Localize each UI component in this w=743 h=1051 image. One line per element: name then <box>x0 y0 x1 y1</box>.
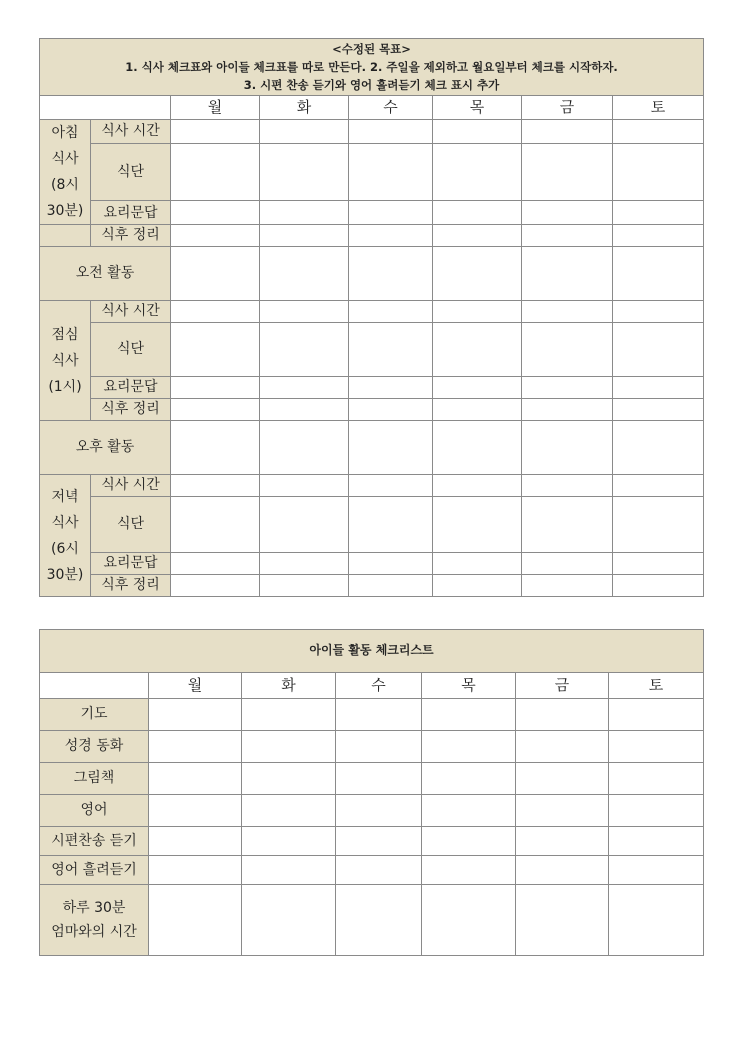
check-cell[interactable] <box>336 763 422 795</box>
row-label-bible-story: 성경 동화 <box>40 731 149 763</box>
day-header-thu: 목 <box>422 673 516 699</box>
check-cell[interactable] <box>260 399 349 421</box>
check-cell[interactable] <box>613 143 704 201</box>
check-cell[interactable] <box>516 795 609 827</box>
check-cell[interactable] <box>422 885 516 956</box>
day-header-sat: 토 <box>613 96 704 120</box>
row-label-menu: 식단 <box>91 143 171 201</box>
day-header-wed: 수 <box>349 96 433 120</box>
check-cell[interactable] <box>433 421 522 475</box>
check-cell[interactable] <box>171 421 260 475</box>
row-label-cleanup: 식후 정리 <box>91 575 171 597</box>
corner-cell <box>40 673 149 699</box>
check-cell[interactable] <box>522 575 613 597</box>
check-cell[interactable] <box>171 201 260 225</box>
check-cell[interactable] <box>349 201 433 225</box>
row-label-cooking-qa: 요리문답 <box>91 553 171 575</box>
check-cell[interactable] <box>609 731 704 763</box>
check-cell[interactable] <box>609 795 704 827</box>
day-header-tue: 화 <box>260 96 349 120</box>
check-cell[interactable] <box>433 301 522 323</box>
check-cell[interactable] <box>260 497 349 553</box>
row-label-meal-time: 식사 시간 <box>91 475 171 497</box>
check-cell[interactable] <box>613 399 704 421</box>
check-cell[interactable] <box>613 301 704 323</box>
check-cell[interactable] <box>433 377 522 399</box>
check-cell[interactable] <box>149 763 242 795</box>
row-label-prayer: 기도 <box>40 699 149 731</box>
check-cell[interactable] <box>613 497 704 553</box>
check-cell[interactable] <box>522 399 613 421</box>
check-cell[interactable] <box>613 575 704 597</box>
row-label-cleanup: 식후 정리 <box>91 399 171 421</box>
check-cell[interactable] <box>171 323 260 377</box>
table-title <box>40 39 704 96</box>
row-label-cooking-qa: 요리문답 <box>91 377 171 399</box>
row-label-cleanup: 식후 정리 <box>91 225 171 247</box>
check-cell[interactable] <box>260 225 349 247</box>
row-label-english: 영어 <box>40 795 149 827</box>
check-cell[interactable] <box>349 225 433 247</box>
check-cell[interactable] <box>433 247 522 301</box>
check-cell[interactable] <box>242 699 336 731</box>
title-line: 1. 식사 체크표와 아이들 체크표를 따로 만든다. 2. 주일을 제외하고 월요일부터 체크를 시작하자. <box>125 60 618 74</box>
check-cell[interactable] <box>260 201 349 225</box>
check-cell[interactable] <box>433 323 522 377</box>
check-cell[interactable] <box>336 699 422 731</box>
check-cell[interactable] <box>422 856 516 885</box>
check-cell[interactable] <box>171 475 260 497</box>
check-cell[interactable] <box>349 475 433 497</box>
check-cell[interactable] <box>609 856 704 885</box>
check-cell[interactable] <box>171 497 260 553</box>
check-cell[interactable] <box>260 120 349 144</box>
day-header-mon: 월 <box>149 673 242 699</box>
check-cell[interactable] <box>242 731 336 763</box>
check-cell[interactable] <box>242 885 336 956</box>
check-cell[interactable] <box>433 201 522 225</box>
check-cell[interactable] <box>149 885 242 956</box>
check-cell[interactable] <box>522 143 613 201</box>
row-label-cooking-qa: 요리문답 <box>91 201 171 225</box>
row-label-meal-time: 식사 시간 <box>91 120 171 144</box>
check-cell[interactable] <box>260 553 349 575</box>
check-cell[interactable] <box>613 201 704 225</box>
check-cell[interactable] <box>260 421 349 475</box>
check-cell[interactable] <box>522 247 613 301</box>
check-cell[interactable] <box>349 575 433 597</box>
check-cell[interactable] <box>609 827 704 856</box>
day-header-mon: 월 <box>171 96 260 120</box>
check-cell[interactable] <box>433 399 522 421</box>
check-cell[interactable] <box>336 856 422 885</box>
check-cell[interactable] <box>422 795 516 827</box>
check-cell[interactable] <box>522 301 613 323</box>
check-cell[interactable] <box>613 120 704 144</box>
corner-cell <box>40 96 171 120</box>
day-header-wed: 수 <box>336 673 422 699</box>
row-label-picture-book: 그림책 <box>40 763 149 795</box>
check-cell[interactable] <box>242 763 336 795</box>
dinner-label: 저녁 식사 (6시 30분) <box>40 475 91 597</box>
check-cell[interactable] <box>613 377 704 399</box>
check-cell[interactable] <box>422 763 516 795</box>
check-cell[interactable] <box>516 885 609 956</box>
check-cell[interactable] <box>336 731 422 763</box>
check-cell[interactable] <box>433 497 522 553</box>
check-cell[interactable] <box>171 301 260 323</box>
check-cell[interactable] <box>516 699 609 731</box>
row-label-psalm-hymn: 시편찬송 듣기 <box>40 827 149 856</box>
check-cell[interactable] <box>516 763 609 795</box>
check-cell[interactable] <box>242 827 336 856</box>
row-label-menu: 식단 <box>91 323 171 377</box>
row-label-meal-time: 식사 시간 <box>91 301 171 323</box>
day-header-tue: 화 <box>242 673 336 699</box>
check-cell[interactable] <box>349 497 433 553</box>
check-cell[interactable] <box>522 225 613 247</box>
table-title: 아이들 활동 체크리스트 <box>40 630 704 673</box>
day-header-fri: 금 <box>522 96 613 120</box>
check-cell[interactable] <box>260 143 349 201</box>
check-cell[interactable] <box>171 399 260 421</box>
check-cell[interactable] <box>349 377 433 399</box>
check-cell[interactable] <box>609 885 704 956</box>
day-header-sat: 토 <box>609 673 704 699</box>
check-cell[interactable] <box>609 699 704 731</box>
check-cell[interactable] <box>336 827 422 856</box>
check-cell[interactable] <box>516 827 609 856</box>
check-cell[interactable] <box>171 247 260 301</box>
check-cell[interactable] <box>349 421 433 475</box>
check-cell[interactable] <box>349 323 433 377</box>
check-cell[interactable] <box>260 377 349 399</box>
check-cell[interactable] <box>613 225 704 247</box>
check-cell[interactable] <box>349 143 433 201</box>
check-cell[interactable] <box>171 575 260 597</box>
check-cell[interactable] <box>516 856 609 885</box>
check-cell[interactable] <box>349 120 433 144</box>
check-cell[interactable] <box>433 143 522 201</box>
check-cell[interactable] <box>171 553 260 575</box>
check-cell[interactable] <box>613 421 704 475</box>
check-cell[interactable] <box>522 553 613 575</box>
check-cell[interactable] <box>422 731 516 763</box>
meal-checklist-table <box>39 38 704 597</box>
check-cell[interactable] <box>349 553 433 575</box>
check-cell[interactable] <box>149 731 242 763</box>
title-line: 3. 시편 찬송 듣기와 영어 흘려듣기 체크 표시 추가 <box>243 78 500 92</box>
check-cell[interactable] <box>522 377 613 399</box>
check-cell[interactable] <box>260 323 349 377</box>
check-cell[interactable] <box>522 120 613 144</box>
check-cell[interactable] <box>433 225 522 247</box>
check-cell[interactable] <box>336 795 422 827</box>
check-cell[interactable] <box>522 201 613 225</box>
lunch-label: 점심 식사 (1시) <box>40 301 91 421</box>
check-cell[interactable] <box>609 763 704 795</box>
check-cell[interactable] <box>242 795 336 827</box>
row-label-mom-time: 하루 30분 엄마와의 시간 <box>40 885 149 956</box>
check-cell[interactable] <box>171 120 260 144</box>
check-cell[interactable] <box>260 247 349 301</box>
check-cell[interactable] <box>171 143 260 201</box>
check-cell[interactable] <box>336 885 422 956</box>
check-cell[interactable] <box>149 827 242 856</box>
check-cell[interactable] <box>522 497 613 553</box>
check-cell[interactable] <box>433 120 522 144</box>
day-header-thu: 목 <box>433 96 522 120</box>
row-label-menu: 식단 <box>91 497 171 553</box>
check-cell[interactable] <box>349 247 433 301</box>
check-cell[interactable] <box>171 377 260 399</box>
title-line: <수정된 목표> <box>332 42 411 56</box>
check-cell[interactable] <box>613 475 704 497</box>
check-cell[interactable] <box>522 323 613 377</box>
check-cell[interactable] <box>349 399 433 421</box>
check-cell[interactable] <box>613 553 704 575</box>
check-cell[interactable] <box>260 475 349 497</box>
check-cell[interactable] <box>422 827 516 856</box>
check-cell[interactable] <box>433 553 522 575</box>
check-cell[interactable] <box>149 699 242 731</box>
check-cell[interactable] <box>613 247 704 301</box>
row-label-english-listening: 영어 흘려듣기 <box>40 856 149 885</box>
row-label-afternoon-activity: 오후 활동 <box>40 421 171 475</box>
check-cell[interactable] <box>349 301 433 323</box>
check-cell[interactable] <box>242 856 336 885</box>
breakfast-label: 아침 식사 (8시 30분) <box>40 120 91 225</box>
check-cell[interactable] <box>522 475 613 497</box>
check-cell[interactable] <box>433 475 522 497</box>
check-cell[interactable] <box>260 301 349 323</box>
kids-activity-checklist-table <box>39 629 704 956</box>
check-cell[interactable] <box>149 856 242 885</box>
check-cell[interactable] <box>516 731 609 763</box>
check-cell[interactable] <box>613 323 704 377</box>
check-cell[interactable] <box>422 699 516 731</box>
day-header-fri: 금 <box>516 673 609 699</box>
check-cell[interactable] <box>522 421 613 475</box>
row-label-morning-activity: 오전 활동 <box>40 247 171 301</box>
check-cell[interactable] <box>433 575 522 597</box>
check-cell[interactable] <box>171 225 260 247</box>
empty-label-cell <box>40 225 91 247</box>
check-cell[interactable] <box>149 795 242 827</box>
check-cell[interactable] <box>260 575 349 597</box>
